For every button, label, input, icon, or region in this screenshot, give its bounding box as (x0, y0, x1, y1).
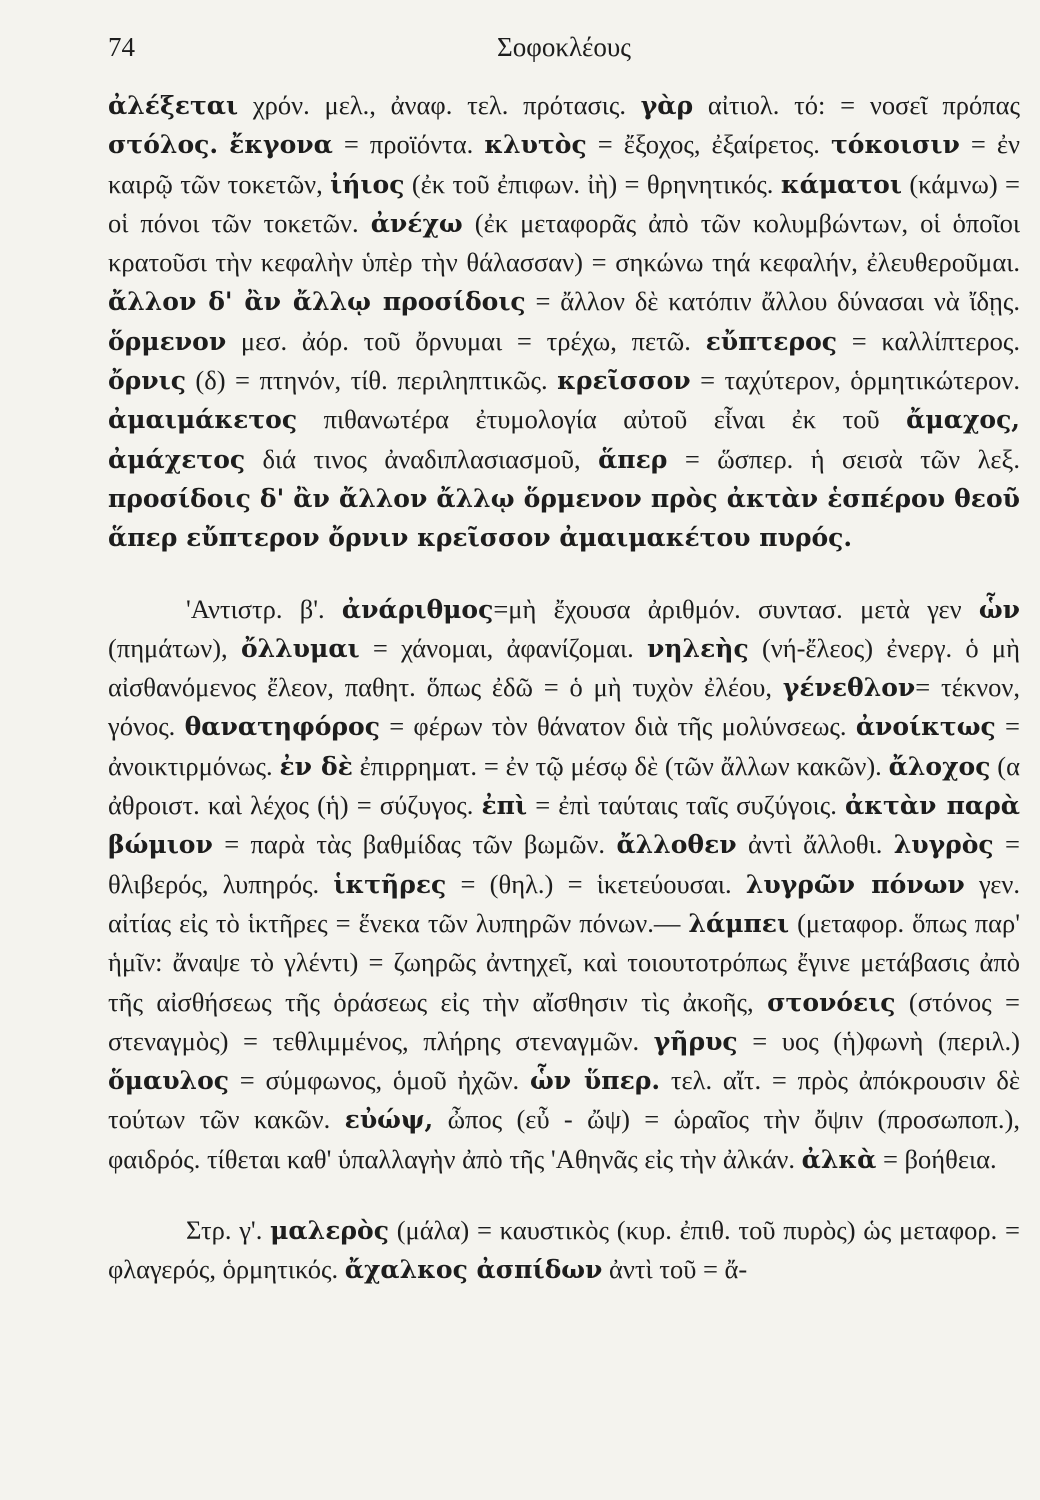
lemma-term: ἀνοίκτως (855, 712, 996, 742)
lemma-term: ἄμαχος, ἀμάχετος (108, 405, 1020, 474)
gloss-text: ἐπιρρηματ. = ἐν τῷ μέσῳ δὲ (τῶν ἄλλων κακῶν). (352, 750, 889, 781)
lemma-term: κλυτὸς (484, 130, 587, 160)
lemma-term: ἐπὶ (481, 791, 528, 821)
lemma-term: ἀνέχω (370, 208, 463, 238)
lemma-term: ἔκγονα (229, 130, 333, 160)
running-title: Σοφοκλέους (497, 32, 631, 62)
gloss-text: = ἀνοικτιρμόνως. (108, 711, 1020, 781)
lemma-term: στονόεις (767, 987, 896, 1017)
gloss-text: (κάμνω) = οἱ πόνοι τῶν τοκετῶν. (108, 168, 1020, 238)
gloss-text: (πημάτων), (108, 632, 241, 663)
gloss-text: πιθανωτέρα ἐτυμολογία αὐτοῦ εἶναι ἐκ τοῦ (297, 404, 907, 435)
gloss-text: μεσ. ἀόρ. τοῦ ὄρνυμαι = τρέχω, πετῶ. (226, 325, 706, 356)
lemma-term: ἐν δὲ (279, 751, 353, 781)
gloss-text: = θλιβερός, λυπηρός. (108, 829, 1020, 899)
lemma-term: ἀλκὰ (801, 1144, 877, 1174)
lemma-term: γῆρυς (653, 1026, 738, 1056)
gloss-text: = καλλίπτερος. (836, 325, 1020, 356)
commentary-paragraph-1 (108, 86, 1020, 558)
gloss-text: = (θηλ.) = ἱκετεύουσαι. (446, 868, 746, 899)
gloss-text: = ταχύτερον, ὁρμητικώτερον. (690, 365, 1021, 396)
lemma-term: θανατηφόρος (184, 712, 380, 742)
lemma-term: ἱκτῆρες (333, 869, 447, 899)
gloss-text: = ἐπὶ ταύταις ταῖς συζύγοις. (527, 790, 846, 821)
lemma-term: ὄρνις (108, 366, 186, 396)
lemma-term: κάματοι (780, 169, 902, 199)
gloss-text: = βοήθεια. (876, 1143, 997, 1174)
lemma-term: προσίδοις δ' ἂν ἄλλον ἄλλῳ ὅρμενον πρὸς ἀκτὰν ἑσπέρου θεοῦ ἅπερ εὔπτερον ὄρνιν κρεῖσσον ἀμαιμακέτου πυρός. (108, 483, 1020, 553)
gloss-text: (ἐκ μεταφορᾶς ἀπὸ τῶν κολυμβώντων, οἱ ὁποῖοι κρατοῦσι τὴν κεφαλὴν ὑπὲρ τὴν θάλασσαν) = σηκώνω τηά κεφαλήν, ἐλευθεροῦμαι. (108, 207, 1020, 278)
gloss-text: = ἄλλον δὲ κατόπιν ἄλλου δύνασαι νὰ ἴδῃς. (525, 286, 1021, 317)
lemma-term: ἄλλοθεν (616, 830, 737, 860)
lemma-term: γὰρ (640, 91, 694, 120)
gloss-text: (στόνος = στεναγμὸς) = τεθλιμμένος, πλήρης στεναγμῶν. (108, 986, 1020, 1056)
lemma-term: μαλερὸς (270, 1216, 389, 1246)
gloss-text: ἀντὶ τοῦ = ἄ- (602, 1254, 748, 1285)
gloss-text: (ἐκ τοῦ ἐπιφων. ἰὴ) = θρηνητικός. (404, 168, 781, 199)
lemma-term: ὧν ὕπερ. (529, 1066, 661, 1096)
gloss-text: = χάνομαι, ἀφανίζομαι. (359, 632, 648, 663)
lemma-term: ἀκτὰν παρὰ βώμιον (108, 791, 1020, 860)
gloss-text: = σύμφωνος, ὁμοῦ ἠχῶν. (228, 1065, 530, 1096)
commentary-paragraph-antistrophe (108, 590, 1020, 1179)
lemma-term: ὅμαυλος (108, 1066, 229, 1096)
gloss-text: = υος (ἡ)φωνὴ (περιλ.) (737, 1025, 1020, 1056)
gloss-text: Στρ. γ'. (186, 1215, 271, 1246)
gloss-text: (νή-ἔλεος) ἐνεργ. ὁ μὴ αἰσθανόμενος ἔλεον, παθητ. ὅπως ἐδῶ = ὁ μὴ τυχὸν ἐλέου, (108, 632, 1020, 703)
lemma-term: ἀλέξεται (108, 91, 239, 120)
lemma-term: στόλος. (108, 130, 219, 160)
commentary-paragraph-strophe (108, 1211, 1020, 1290)
gloss-text: (α ἀθροιστ. καὶ λέχος (ἡ) = σύζυγος. (108, 750, 1020, 821)
lemma-term: ὄλλυμαι (240, 633, 360, 663)
gloss-text: (μάλα) = καυστικὸς (κυρ. ἐπιθ. τοῦ πυρὸς) ὡς μεταφορ. = φλαγερός, ὁρμητικός. (108, 1215, 1020, 1285)
lemma-term: εὔπτερος (705, 326, 837, 356)
gloss-text: = φέρων τὸν θάνατον διὰ τῆς μολύνσεως. (379, 711, 856, 742)
gloss-text: ὦπος (εὖ - ὤψ) = ὡραῖος τὴν ὄψιν (προσωποπ.), φαιδρός. τίθεται καθ' ὑπαλλαγὴν ἀπὸ τῆς 'Αθηνᾶς εἰς τὴν ἀλκάν. (108, 1104, 1020, 1174)
lemma-term: ἰήιος (330, 169, 405, 199)
lemma-term: τόκοισιν (830, 130, 960, 160)
lemma-term: νηλεὴς (647, 633, 749, 663)
gloss-text: τελ. αἴτ. = πρὸς ἀπόκρουσιν δὲ τούτων τῶν κακῶν. (108, 1065, 1020, 1135)
gloss-text: = ἔξοχος, ἐξαίρετος. (586, 129, 831, 160)
gloss-text: = τέκνον, γόνος. (108, 672, 1020, 742)
gloss-text: =μὴ ἔχουσα ἀριθμόν. συντασ. μετὰ γεν (493, 593, 979, 624)
gloss-text: ἀντὶ ἄλλοθι. (736, 829, 894, 860)
lemma-term: εὐώψ, (344, 1105, 434, 1135)
gloss-text: = προϊόντα. (332, 129, 485, 160)
gloss-text: (δ) = πτηνόν, τίθ. περιληπτικῶς. (185, 365, 558, 396)
lemma-term: ἀμαιμάκετος (108, 405, 298, 435)
gloss-text: χρόν. μελ., ἀναφ. τελ. πρότασις. (238, 90, 641, 120)
gloss-text: (μεταφορ. ὅπως παρ' ἡμῖν: ἄναψε τὸ γλέντι) = ζωηρῶς ἀντηχεῖ, καὶ τοιουτοτρόπως ἔγινε μετάβασις ἀπὸ τῆς αἰσθήσεως τῆς ὁράσεως εἰς τὴν αἴσθησιν τὶς ἀκοῆς, (108, 907, 1020, 1017)
lemma-term: ὅρμενον (108, 326, 227, 356)
page-number: 74 (108, 32, 135, 62)
gloss-text: αἰτιολ. τό: = νοσεῖ πρόπας (693, 90, 1020, 120)
book-page (108, 28, 1020, 1290)
lemma-term: λυγρὸς (893, 830, 994, 860)
gloss-text: = ὥσπερ. ἡ σεισὰ τῶν λεξ. (667, 443, 1020, 474)
lemma-term: ἄλοχος (888, 751, 991, 781)
lemma-term: γένεθλον (782, 673, 916, 703)
lemma-term: ἀνάριθμος (341, 594, 494, 624)
lemma-term: λυγρῶν πόνων (745, 869, 965, 899)
lemma-term: λάμπει (688, 908, 790, 938)
gloss-text: γεν. αἰτίας εἰς τὸ ἱκτῆρες = ἕνεκα τῶν λυπηρῶν πόνων.— (108, 868, 1021, 938)
lemma-term: ἅπερ (598, 444, 668, 474)
gloss-text: 'Αντιστρ. β'. (186, 593, 342, 624)
lemma-term: ὧν (978, 594, 1020, 624)
lemma-term: ἄχαλκος ἀσπίδων (344, 1255, 603, 1285)
gloss-text: = παρὰ τὰς βαθμίδας τῶν βωμῶν. (212, 829, 617, 860)
page-header (108, 28, 1020, 72)
gloss-text: = ἐν καιρῷ τῶν τοκετῶν, (108, 129, 1021, 199)
lemma-term: ἄλλον δ' ἂν ἄλλῳ προσίδοις (108, 287, 526, 317)
gloss-text (218, 129, 229, 159)
gloss-text: διά τινος ἀναδιπλασιασμοῦ, (245, 443, 599, 474)
lemma-term: κρεῖσσον (557, 366, 691, 396)
